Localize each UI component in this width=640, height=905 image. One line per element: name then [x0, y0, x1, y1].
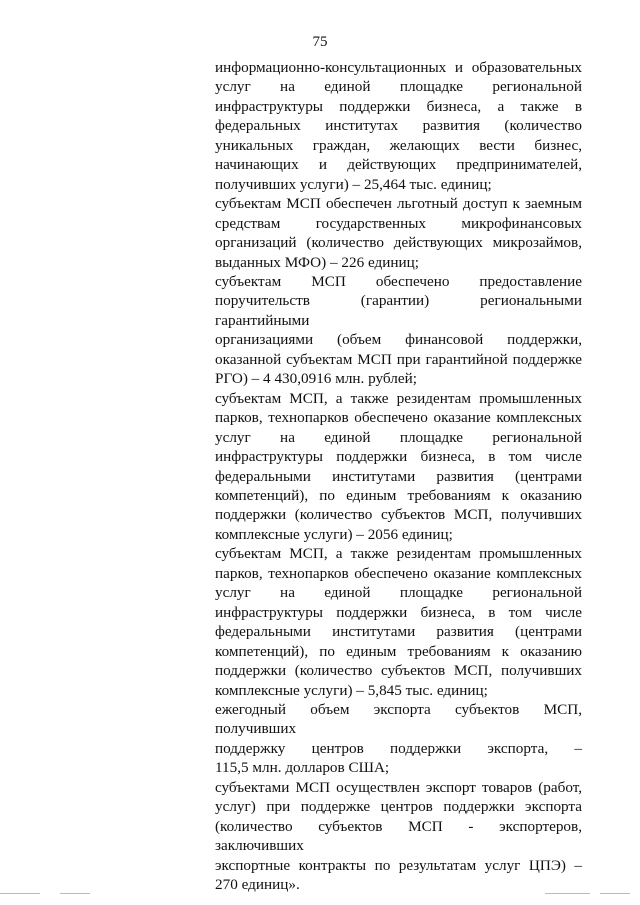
- paragraph: [215, 544, 582, 700]
- text-line: комплексные услуги) – 2056 единиц;: [215, 525, 453, 543]
- text-line: субъектам МСП обеспечен льготный доступ к заемным: [215, 195, 582, 213]
- text-line: поддержки (количество субъектов МСП, получивших: [215, 662, 582, 680]
- scan-footer-marks: [0, 893, 640, 899]
- text-line: федеральными институтами развития (центрами: [215, 467, 582, 485]
- text-line: услуг на единой площадке региональной: [215, 78, 582, 96]
- text-line: субъектами МСП осуществлен экспорт товаров (работ,: [215, 778, 582, 796]
- text-line: инфраструктуры поддержки бизнеса, в том числе: [215, 448, 582, 466]
- text-line: субъектам МСП обеспечено предоставление: [215, 272, 582, 290]
- text-line: поддержку центров поддержки экспорта, –: [215, 739, 582, 757]
- text-line: субъектам МСП, а также резидентам промышленных: [215, 545, 582, 563]
- text-line: организаций (количество действующих микрозаймов,: [215, 234, 582, 252]
- page-number: 75: [312, 34, 328, 50]
- text-line: федеральных институтах развития (количество: [215, 117, 582, 135]
- text-line: услуг на единой площадке региональной: [215, 584, 582, 602]
- text-line: компетенций), по единым требованиям к оказанию: [215, 642, 582, 660]
- text-line: услуг) при поддержке центров поддержки экспорта: [215, 798, 582, 816]
- text-line: парков, технопарков обеспечено оказание комплексных: [215, 564, 582, 582]
- text-line: выданных МФО) – 226 единиц;: [215, 253, 419, 271]
- text-line: федеральными институтами развития (центрами: [215, 623, 582, 641]
- text-line: инфраструктуры поддержки бизнеса, а также в: [215, 97, 582, 115]
- text-line: инфраструктуры поддержки бизнеса, в том числе: [215, 603, 582, 621]
- text-line: комплексные услуги) – 5,845 тыс. единиц;: [215, 681, 488, 699]
- text-line: компетенций), по единым требованиям к оказанию: [215, 486, 582, 504]
- text-line: ежегодный объем экспорта субъектов МСП, получивших: [215, 700, 582, 738]
- paragraph: [215, 700, 582, 778]
- text-line: 270 единиц».: [215, 876, 300, 894]
- text-line: уникальных граждан, желающих вести бизнес,: [215, 136, 582, 154]
- text-line: 115,5 млн. долларов США;: [215, 759, 390, 777]
- text-line: экспортные контракты по результатам услуг ЦПЭ) –: [215, 856, 582, 874]
- paragraph: [215, 194, 582, 272]
- text-line: РГО) – 4 430,0916 млн. рублей;: [215, 370, 417, 388]
- paragraph: [215, 272, 582, 389]
- text-line: оказанной субъектам МСП при гарантийной поддержке: [215, 350, 582, 368]
- text-line: средствам государственных микрофинансовых: [215, 214, 582, 232]
- text-line: получивших услуги) – 25,464 тыс. единиц;: [215, 175, 492, 193]
- text-line: субъектам МСП, а также резидентам промышленных: [215, 389, 582, 407]
- text-line: поручительств (гарантии) региональными гарантийными: [215, 292, 582, 329]
- document-body: [215, 58, 582, 894]
- text-line: парков, технопарков обеспечено оказание комплексных: [215, 409, 582, 427]
- text-line: информационно-консультационных и образовательных: [215, 59, 582, 76]
- paragraph: [215, 58, 582, 194]
- paragraph: [215, 778, 582, 895]
- text-line: услуг на единой площадке региональной: [215, 428, 582, 446]
- text-line: начинающих и действующих предпринимателей,: [215, 156, 582, 174]
- text-line: поддержки (количество субъектов МСП, получивших: [215, 506, 582, 524]
- text-line: организациями (объем финансовой поддержки,: [215, 331, 582, 349]
- paragraph: [215, 389, 582, 545]
- text-line: (количество субъектов МСП - экспортеров, заключивших: [215, 817, 582, 855]
